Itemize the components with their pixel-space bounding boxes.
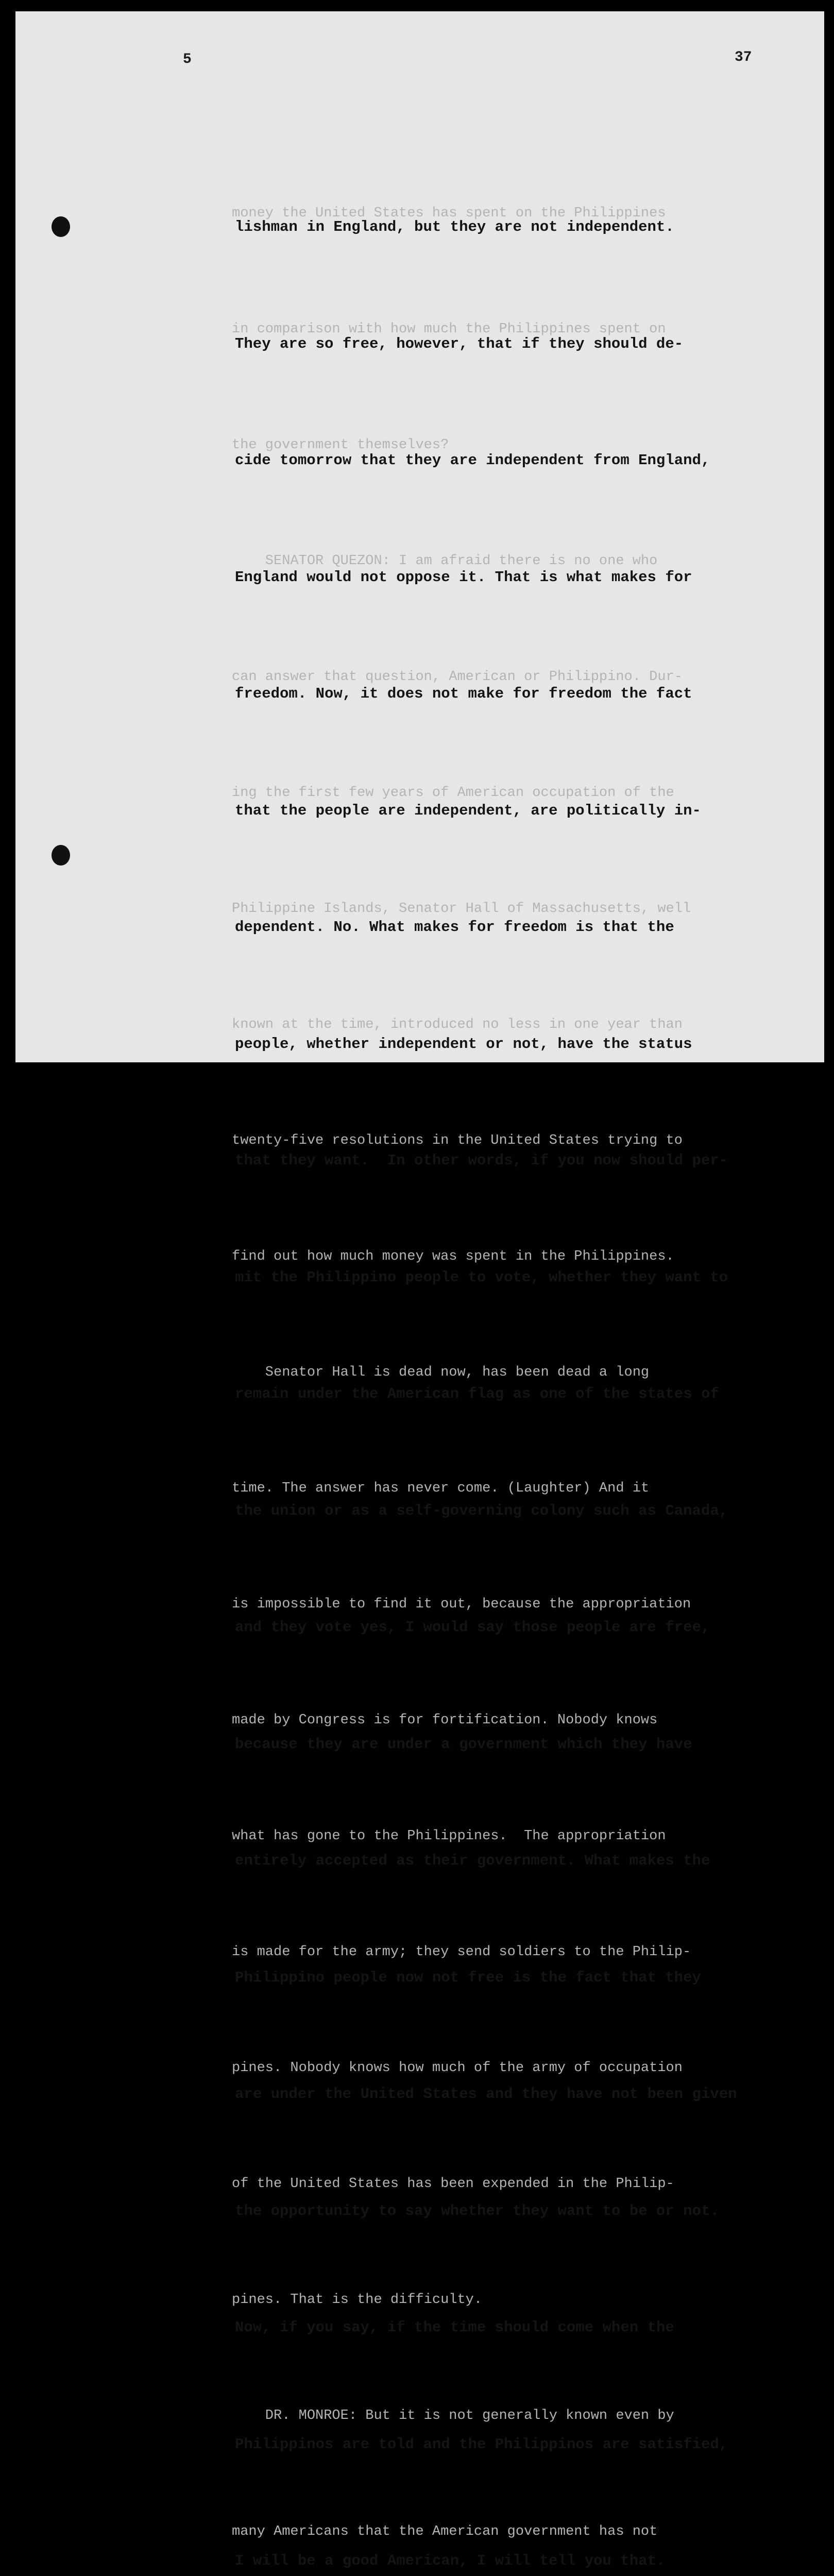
bleed-line: twenty-five resolutions in the United States trying to (232, 1133, 683, 1148)
bleed-line: many Americans that the American government has not (232, 2524, 658, 2539)
bleed-line: pines. That is the difficulty. (232, 2292, 483, 2308)
text-line: the opportunity to say whether they want to be or not. (235, 2202, 719, 2219)
bleed-line: Philippine Islands, Senator Hall of Massachusetts, well (232, 901, 691, 917)
text-line: that they want. In other words, if you now should per- (235, 1152, 728, 1169)
text-line: Philippino people now not free is the fact that they (235, 1969, 701, 1986)
text-line: because they are under a government which they have (235, 1735, 692, 1753)
bleed-line: time. The answer has never come. (Laughter) And it (232, 1481, 650, 1496)
page-number-left: 5 (183, 52, 192, 67)
text-line: cide tomorrow that they are independent from England, (235, 452, 710, 469)
bleed-line: in comparison with how much the Philippines spent on (232, 321, 666, 337)
bleed-line: SENATOR QUEZON: I am afraid there is no one who (232, 553, 658, 569)
bleed-line: known at the time, introduced no less in one year than (232, 1017, 683, 1032)
text-line: I will be a good American, I will tell you that. (235, 2552, 666, 2569)
bleed-line: pines. Nobody knows how much of the army of occupation (232, 2060, 683, 2076)
text-line: and they vote yes, I would say those people are free, (235, 1619, 710, 1636)
bleed-line: the government themselves? (232, 437, 449, 453)
text-line: lishman in England, but they are not independent. (235, 218, 674, 235)
bleed-line: ing the first few years of American occupation of the (232, 785, 674, 801)
bleed-line: Senator Hall is dead now, has been dead a long (232, 1365, 650, 1380)
punch-hole-top (52, 216, 70, 237)
bleed-line: of the United States has been expended in the Philip- (232, 2176, 674, 2192)
text-line: freedom. Now, it does not make for freedom the fact (235, 685, 692, 702)
bleed-line: DR. MONROE: But it is not generally known even by (232, 2408, 674, 2424)
page-number-right: 37 (735, 49, 752, 65)
bleed-line: find out how much money was spent in the Philippines. (232, 1249, 674, 1264)
bleed-line: can answer that question, American or Philippino. Dur- (232, 669, 683, 685)
text-line: remain under the American flag as one of the states of (235, 1385, 719, 1402)
text-line: are under the United States and they have not been given (235, 2086, 737, 2103)
text-line: that the people are independent, are politically in- (235, 802, 701, 819)
text-line: Now, if you say, if the time should come when the (235, 2319, 674, 2336)
text-line: people, whether independent or not, have the status (235, 1035, 692, 1053)
text-line: England would not oppose it. That is what makes for (235, 568, 692, 586)
bleed-line: made by Congress is for fortification. Nobody knows (232, 1713, 658, 1728)
bleed-line: is impossible to find it out, because the appropriation (232, 1597, 691, 1612)
text-line: They are so free, however, that if they should de- (235, 335, 684, 352)
bleed-line: what has gone to the Philippines. The appropriation (232, 1828, 666, 1844)
text-line: Philippinos are told and the Philippinos are satisfied, (235, 2435, 728, 2453)
bleed-line: money the United States has spent on the Philippines (232, 206, 666, 221)
bleed-line: is made for the army; they send soldiers to the Philip- (232, 1944, 691, 1960)
text-line: mit the Philippino people to vote, whether they want to (235, 1268, 728, 1286)
document-page (15, 11, 824, 2569)
punch-hole-bottom (52, 845, 70, 866)
text-line: the union or as a self-governing colony such as Canada, (235, 1502, 728, 1519)
text-line: entirely accepted as their government. What makes the (235, 1852, 710, 1869)
typed-transcript (235, 130, 822, 2576)
text-line: dependent. No. What makes for freedom is that the (235, 919, 674, 936)
